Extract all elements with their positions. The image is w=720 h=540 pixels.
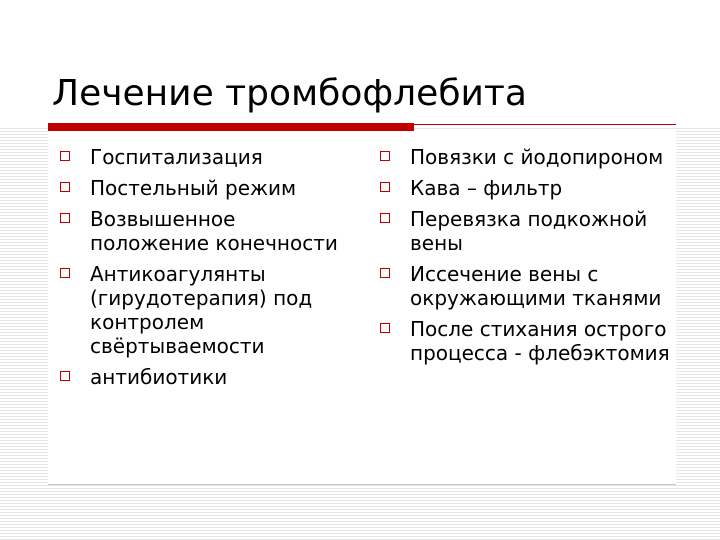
title-underline-accent — [48, 123, 414, 131]
list-item — [58, 176, 358, 200]
list-item — [378, 176, 678, 200]
list-item — [378, 207, 678, 255]
list-item-text: Перевязка подкожной вены — [410, 207, 648, 255]
hollow-square-icon — [380, 323, 390, 333]
list-item-text: Госпитализация — [90, 145, 263, 169]
list-item-text: Повязки с йодопироном — [410, 145, 664, 169]
list-item-text: Постельный режим — [90, 176, 297, 200]
hollow-square-icon — [380, 151, 390, 161]
list-item — [378, 145, 678, 169]
title-underline-thin — [414, 124, 676, 125]
list-item-text: Кава – фильтр — [410, 176, 563, 200]
hollow-square-icon — [380, 213, 390, 223]
hollow-square-icon — [60, 268, 70, 278]
footer-divider — [48, 484, 676, 485]
hollow-square-icon — [380, 182, 390, 192]
list-item — [58, 145, 358, 169]
list-item-text: После стихания острого процесса - флебэктомия — [410, 317, 670, 365]
list-item — [58, 365, 358, 389]
hollow-square-icon — [60, 213, 70, 223]
list-item-text: антибиотики — [90, 365, 228, 389]
hollow-square-icon — [60, 182, 70, 192]
right-bullet-list — [378, 145, 678, 372]
list-item-text: Возвышенное положение конечности — [90, 207, 338, 255]
list-item — [58, 262, 358, 358]
hollow-square-icon — [60, 371, 70, 381]
slide-title: Лечение тромбофлебита — [52, 73, 527, 114]
list-item — [378, 262, 678, 310]
list-item — [378, 317, 678, 365]
list-item — [58, 207, 358, 255]
hollow-square-icon — [380, 268, 390, 278]
left-bullet-list — [58, 145, 358, 396]
list-item-text: Иссечение вены с окружающими тканями — [410, 262, 662, 310]
list-item-text: Антикоагулянты (гирудотерапия) под контролем свёртываемости — [90, 262, 313, 358]
hollow-square-icon — [60, 151, 70, 161]
